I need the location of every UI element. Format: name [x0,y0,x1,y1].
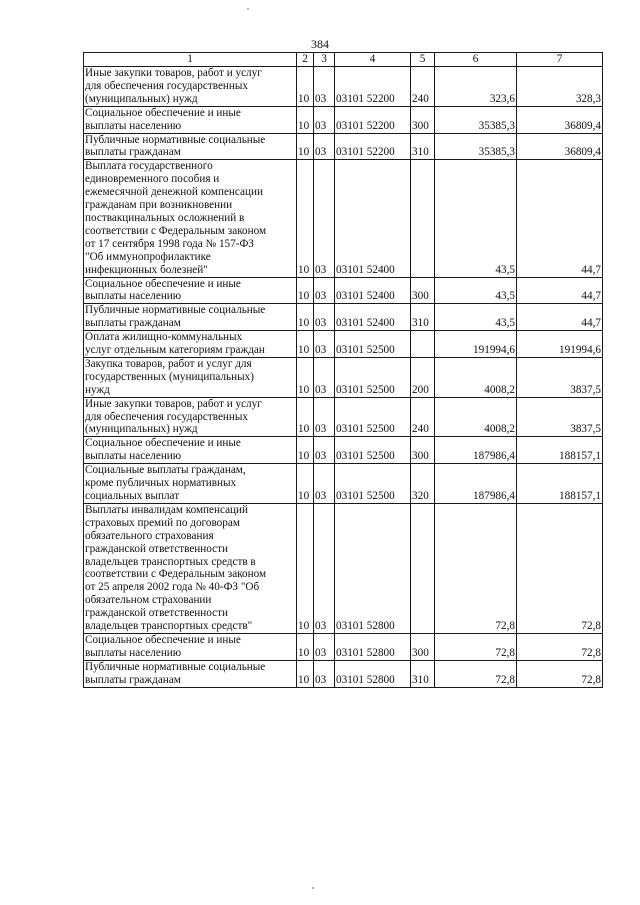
section-code: 10 [297,331,314,358]
subsection-code: 03 [314,357,335,397]
row-name: Социальное обеспечение и иные выплаты населению [84,633,297,660]
amount-col-6: 187986,4 [435,464,517,504]
amount-col-7: 44,7 [517,160,603,277]
page-number: 384 [311,37,329,51]
amount-col-6: 323,6 [435,67,517,107]
amount-col-7: 191994,6 [517,331,603,358]
amount-col-7: 72,8 [517,503,603,633]
target-article-code: 03101 52800 [335,503,411,633]
amount-col-7: 3837,5 [517,357,603,397]
subsection-code: 03 [314,633,335,660]
section-code: 10 [297,67,314,107]
subsection-code: 03 [314,106,335,133]
subsection-code: 03 [314,464,335,504]
expense-type-code [411,160,435,277]
row-name: Закупка товаров, работ и услуг для государственных (муниципальных) нужд [84,357,297,397]
section-code: 10 [297,437,314,464]
table-row [84,304,603,331]
expense-type-code: 300 [411,437,435,464]
subsection-code: 03 [314,660,335,687]
row-name: Публичные нормативные социальные выплаты гражданам [84,660,297,687]
row-name: Выплаты инвалидам компенсаций страховых премий по договорам обязательного страхования гражданской ответственности владельцев транспортных средств в соответствии с Федеральным законом от 25 апреля 2002 года № 40-ФЗ "Об обязательном страховании гражданской ответственности владельцев транспортных средств" [84,503,297,633]
amount-col-7: 188157,1 [517,437,603,464]
table-row [84,133,603,160]
amount-col-7: 328,3 [517,67,603,107]
subsection-code: 03 [314,277,335,304]
target-article-code: 03101 52500 [335,397,411,437]
amount-col-7: 44,7 [517,277,603,304]
expense-type-code [411,331,435,358]
expense-type-code: 320 [411,464,435,504]
target-article-code: 03101 52800 [335,633,411,660]
subsection-code: 03 [314,397,335,437]
row-name: Социальные выплаты гражданам, кроме публичных нормативных социальных выплат [84,464,297,504]
subsection-code: 03 [314,503,335,633]
column-header: 2 [297,53,314,67]
expense-type-code: 310 [411,660,435,687]
amount-col-6: 4008,2 [435,397,517,437]
target-article-code: 03101 52400 [335,160,411,277]
target-article-code: 03101 52500 [335,331,411,358]
target-article-code: 03101 52500 [335,357,411,397]
section-code: 10 [297,160,314,277]
table-row [84,464,603,504]
table-row [84,331,603,358]
column-header: 6 [435,53,517,67]
table-row [84,633,603,660]
subsection-code: 03 [314,331,335,358]
table-row [84,397,603,437]
target-article-code: 03101 52200 [335,67,411,107]
scan-speck [247,8,249,10]
row-name: Выплата государственного единовременного пособия и ежемесячной денежной компенсации гражданам при возникновении поствакцинальных осложнений в соответствии с Федеральным законом от 17 сентября 1998 года № 157-ФЗ "Об иммунопрофилактике инфекционных болезней" [84,160,297,277]
column-header: 3 [314,53,335,67]
budget-table [83,52,603,688]
column-header: 5 [411,53,435,67]
subsection-code: 03 [314,437,335,464]
table-row [84,660,603,687]
column-header: 4 [335,53,411,67]
subsection-code: 03 [314,304,335,331]
target-article-code: 03101 52500 [335,437,411,464]
table-row [84,277,603,304]
section-code: 10 [297,304,314,331]
amount-col-6: 35385,3 [435,106,517,133]
amount-col-7: 36809,4 [517,106,603,133]
table-row [84,503,603,633]
expense-type-code: 300 [411,277,435,304]
amount-col-6: 72,8 [435,633,517,660]
amount-col-6: 72,8 [435,660,517,687]
section-code: 10 [297,503,314,633]
section-code: 10 [297,106,314,133]
table-row [84,67,603,107]
expense-type-code: 310 [411,304,435,331]
subsection-code: 03 [314,160,335,277]
amount-col-7: 36809,4 [517,133,603,160]
expense-type-code: 300 [411,633,435,660]
amount-col-7: 3837,5 [517,397,603,437]
section-code: 10 [297,633,314,660]
row-name: Социальное обеспечение и иные выплаты населению [84,277,297,304]
subsection-code: 03 [314,133,335,160]
section-code: 10 [297,464,314,504]
amount-col-7: 44,7 [517,304,603,331]
row-name: Публичные нормативные социальные выплаты гражданам [84,133,297,160]
section-code: 10 [297,357,314,397]
table-row [84,106,603,133]
row-name: Иные закупки товаров, работ и услуг для обеспечения государственных (муниципальных) нужд [84,397,297,437]
row-name: Оплата жилищно-коммунальных услуг отдельным категориям граждан [84,331,297,358]
target-article-code: 03101 52800 [335,660,411,687]
scan-speck [312,887,314,889]
section-code: 10 [297,133,314,160]
expense-type-code [411,503,435,633]
amount-col-7: 188157,1 [517,464,603,504]
row-name: Публичные нормативные социальные выплаты гражданам [84,304,297,331]
amount-col-7: 72,8 [517,660,603,687]
amount-col-6: 43,5 [435,277,517,304]
target-article-code: 03101 52400 [335,304,411,331]
header-row [84,53,603,67]
row-name: Социальное обеспечение и иные выплаты населению [84,437,297,464]
section-code: 10 [297,660,314,687]
table-row [84,437,603,464]
expense-type-code: 310 [411,133,435,160]
target-article-code: 03101 52400 [335,277,411,304]
amount-col-6: 72,8 [435,503,517,633]
section-code: 10 [297,277,314,304]
table-row [84,160,603,277]
amount-col-6: 191994,6 [435,331,517,358]
target-article-code: 03101 52200 [335,133,411,160]
table-body [84,67,603,688]
expense-type-code: 300 [411,106,435,133]
table-row [84,357,603,397]
amount-col-6: 4008,2 [435,357,517,397]
target-article-code: 03101 52500 [335,464,411,504]
amount-col-7: 72,8 [517,633,603,660]
expense-type-code: 240 [411,397,435,437]
row-name: Социальное обеспечение и иные выплаты населению [84,106,297,133]
target-article-code: 03101 52200 [335,106,411,133]
row-name: Иные закупки товаров, работ и услуг для обеспечения государственных (муниципальных) нужд [84,67,297,107]
subsection-code: 03 [314,67,335,107]
amount-col-6: 43,5 [435,304,517,331]
column-header: 1 [84,53,297,67]
amount-col-6: 43,5 [435,160,517,277]
column-header: 7 [517,53,603,67]
section-code: 10 [297,397,314,437]
expense-type-code: 240 [411,67,435,107]
expense-type-code: 200 [411,357,435,397]
amount-col-6: 35385,3 [435,133,517,160]
amount-col-6: 187986,4 [435,437,517,464]
